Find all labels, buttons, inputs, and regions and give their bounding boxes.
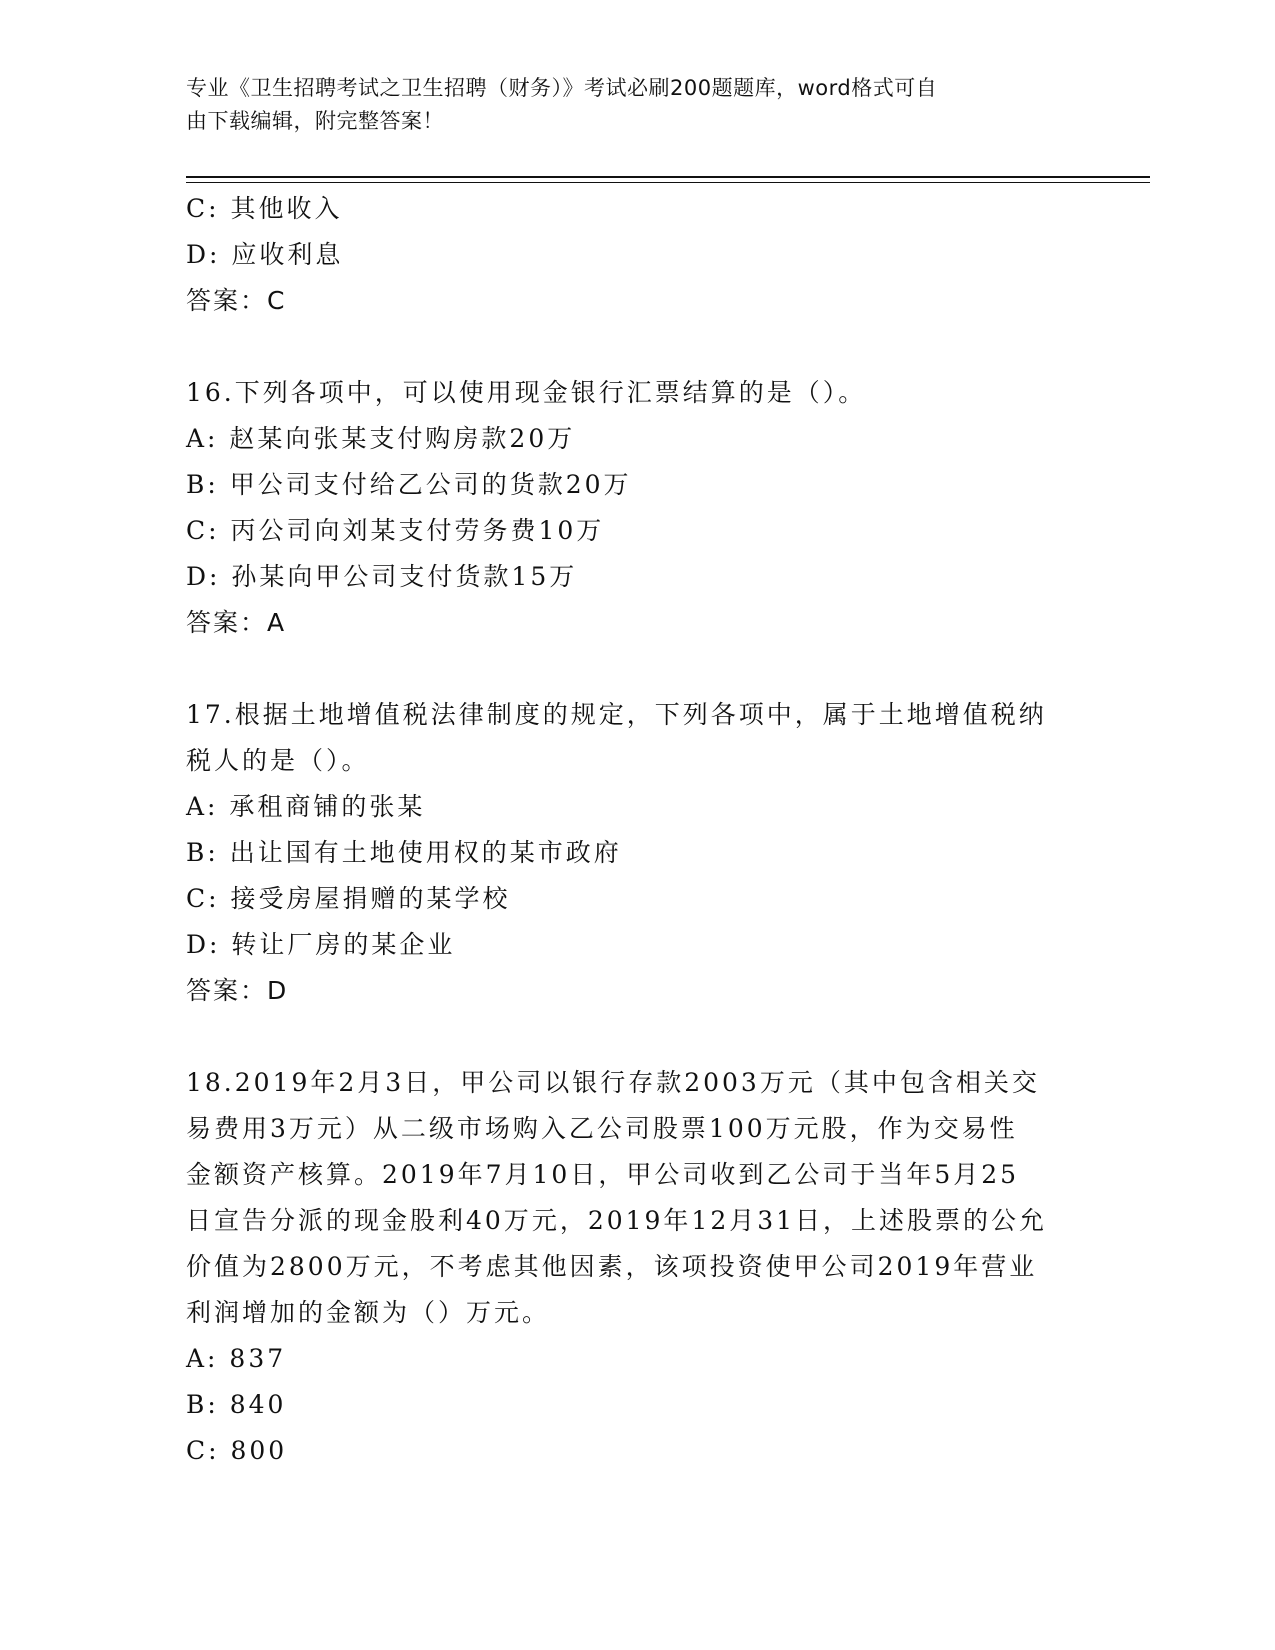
question-stem-line-2: 易费用3万元）从二级市场购入乙公司股票100万元股，作为交易性 <box>186 1114 1018 1143</box>
header-divider-thin <box>186 182 1150 183</box>
option-c: C: 其他收入 <box>186 194 343 223</box>
option-c: C: 丙公司向刘某支付劳务费10万 <box>186 516 605 545</box>
option-c: C: 800 <box>186 1436 288 1465</box>
header-line-2: 由下载编辑，附完整答案！ <box>186 109 444 133</box>
answer-line: 答案：C <box>186 286 287 315</box>
question-18 <box>186 1060 1086 1474</box>
document-header <box>186 72 1066 138</box>
question-stem-line-3: 金额资产核算。2019年7月10日，甲公司收到乙公司于当年5月25 <box>186 1160 1020 1189</box>
option-d: D: 孙某向甲公司支付货款15万 <box>186 562 578 591</box>
option-b: B: 出让国有土地使用权的某市政府 <box>186 838 622 867</box>
option-b: B: 甲公司支付给乙公司的货款20万 <box>186 470 632 499</box>
question-17 <box>186 692 1086 1014</box>
question-stem-line-1: 17.根据土地增值税法律制度的规定，下列各项中，属于土地增值税纳 <box>186 700 1047 729</box>
option-a: A: 承租商铺的张某 <box>186 792 426 821</box>
question-16 <box>186 370 1086 646</box>
answer-line: 答案：A <box>186 608 287 637</box>
question-stem-line-1: 18.2019年2月3日，甲公司以银行存款2003万元（其中包含相关交 <box>186 1068 1040 1097</box>
question-stem-line-5: 价值为2800万元，不考虑其他因素，该项投资使甲公司2019年营业 <box>186 1252 1038 1281</box>
question-stem: 16.下列各项中，可以使用现金银行汇票结算的是（）。 <box>186 378 867 407</box>
option-b: B: 840 <box>186 1390 287 1419</box>
question-15-tail <box>186 186 1086 324</box>
option-a: A: 837 <box>186 1344 287 1373</box>
question-list <box>186 186 1086 1474</box>
question-stem-line-4: 日宣告分派的现金股利40万元，2019年12月31日，上述股票的公允 <box>186 1206 1048 1235</box>
answer-line: 答案：D <box>186 976 289 1005</box>
option-c: C: 接受房屋捐赠的某学校 <box>186 884 511 913</box>
header-line-1: 专业《卫生招聘考试之卫生招聘（财务）》考试必刷200题题库，word格式可自 <box>186 76 938 100</box>
option-d: D: 应收利息 <box>186 240 344 269</box>
question-stem-line-6: 利润增加的金额为（）万元。 <box>186 1298 551 1327</box>
question-stem-line-2: 税人的是（）。 <box>186 746 370 775</box>
header-divider-thick <box>186 176 1150 178</box>
option-d: D: 转让厂房的某企业 <box>186 930 456 959</box>
option-a: A: 赵某向张某支付购房款20万 <box>186 424 576 453</box>
